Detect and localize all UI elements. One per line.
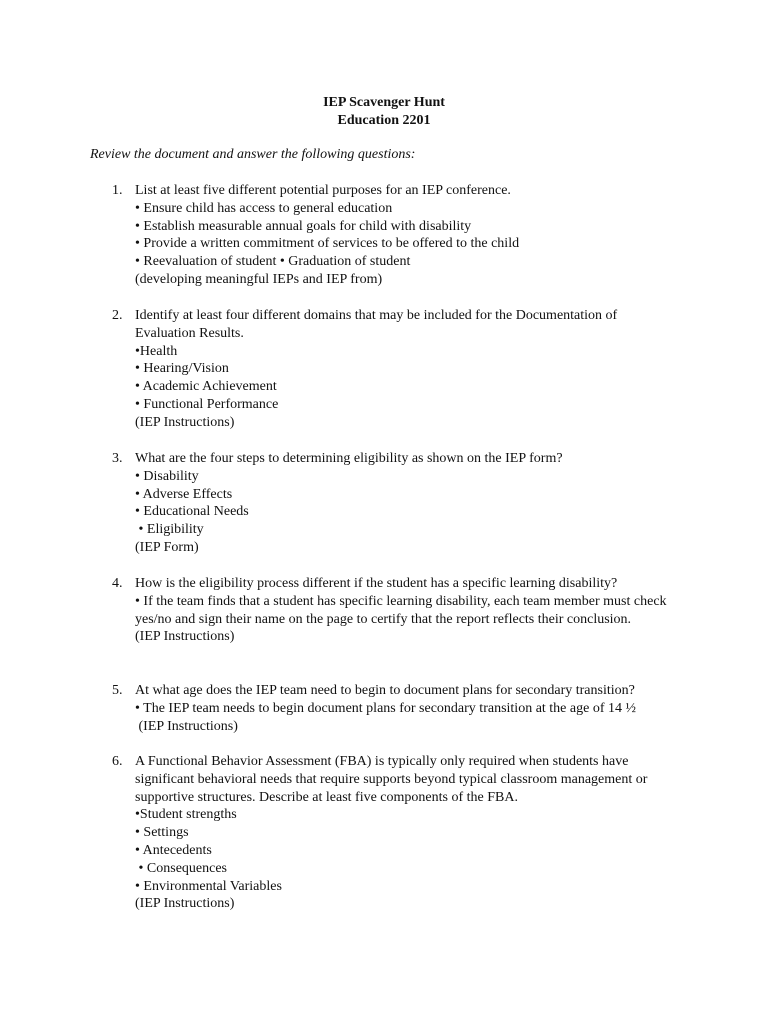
answer-line: • If the team finds that a student has specific learning disability, each team member must check yes/no and sign their name on the page to certify that the report reflects their conclusion. [135, 593, 667, 627]
instructions-text: Review the document and answer the following questions: [90, 147, 416, 162]
question-prompt: Identify at least four different domains that may be included for the Documentation of Evaluation Results. [135, 308, 618, 341]
answer-line: • Academic Achievement [135, 379, 277, 395]
document-title: IEP Scavenger Hunt [323, 95, 445, 110]
question-1 [112, 182, 672, 289]
answer-line: •Student strengths [135, 807, 237, 823]
question-6 [112, 753, 672, 913]
question-number: 2. [112, 308, 123, 323]
answer-line: • Reevaluation of student • Graduation of student [135, 254, 411, 270]
answer-line: • Hearing/Vision [135, 361, 229, 377]
answer-line: • Consequences [135, 860, 227, 876]
source-citation: (IEP Form) [135, 539, 199, 555]
answer-line: • Settings [135, 825, 189, 841]
source-citation: (IEP Instructions) [135, 896, 235, 912]
answer-line: • Provide a written commitment of services to be offered to the child [135, 236, 520, 252]
question-2 [112, 307, 672, 432]
question-number: 5. [112, 683, 123, 698]
answer-line: • Functional Performance [135, 396, 279, 412]
answer-line: • Ensure child has access to general education [135, 200, 393, 216]
question-number: 3. [112, 451, 123, 466]
source-citation: (IEP Instructions) [135, 414, 235, 430]
document-subtitle: Education 2201 [337, 113, 431, 128]
question-prompt: List at least five different potential purposes for an IEP conference. [135, 183, 511, 198]
question-number: 4. [112, 576, 123, 591]
source-citation: (developing meaningful IEPs and IEP from) [135, 271, 383, 287]
answer-line: • Establish measurable annual goals for child with disability [135, 218, 472, 234]
question-prompt: At what age does the IEP team need to begin to document plans for secondary transition? [135, 683, 635, 698]
answer-line: •Health [135, 343, 178, 359]
question-number: 1. [112, 183, 123, 198]
question-prompt: What are the four steps to determining eligibility as shown on the IEP form? [135, 451, 563, 466]
answer-line: • Antecedents [135, 842, 212, 858]
answer-line: • Environmental Variables [135, 878, 282, 894]
question-prompt: A Functional Behavior Assessment (FBA) is typically only required when students have significant behavioral needs that require supports beyond typical classroom management or supportive structures. Describe at least five components of the FBA. [135, 754, 648, 805]
source-citation: (IEP Instructions) [135, 629, 235, 645]
answer-line: • Disability [135, 468, 199, 484]
question-4 [112, 575, 672, 646]
answer-line: • Educational Needs [135, 504, 249, 520]
answer-line: • Eligibility [135, 522, 204, 538]
question-number: 6. [112, 754, 123, 769]
question-5 [112, 682, 672, 735]
answer-line: • The IEP team needs to begin document plans for secondary transition at the age of 14 ½ [135, 700, 636, 716]
answer-line: • Adverse Effects [135, 486, 233, 502]
source-citation: (IEP Instructions) [135, 718, 238, 734]
question-3 [112, 450, 672, 557]
question-prompt: How is the eligibility process different if the student has a specific learning disability? [135, 576, 618, 591]
